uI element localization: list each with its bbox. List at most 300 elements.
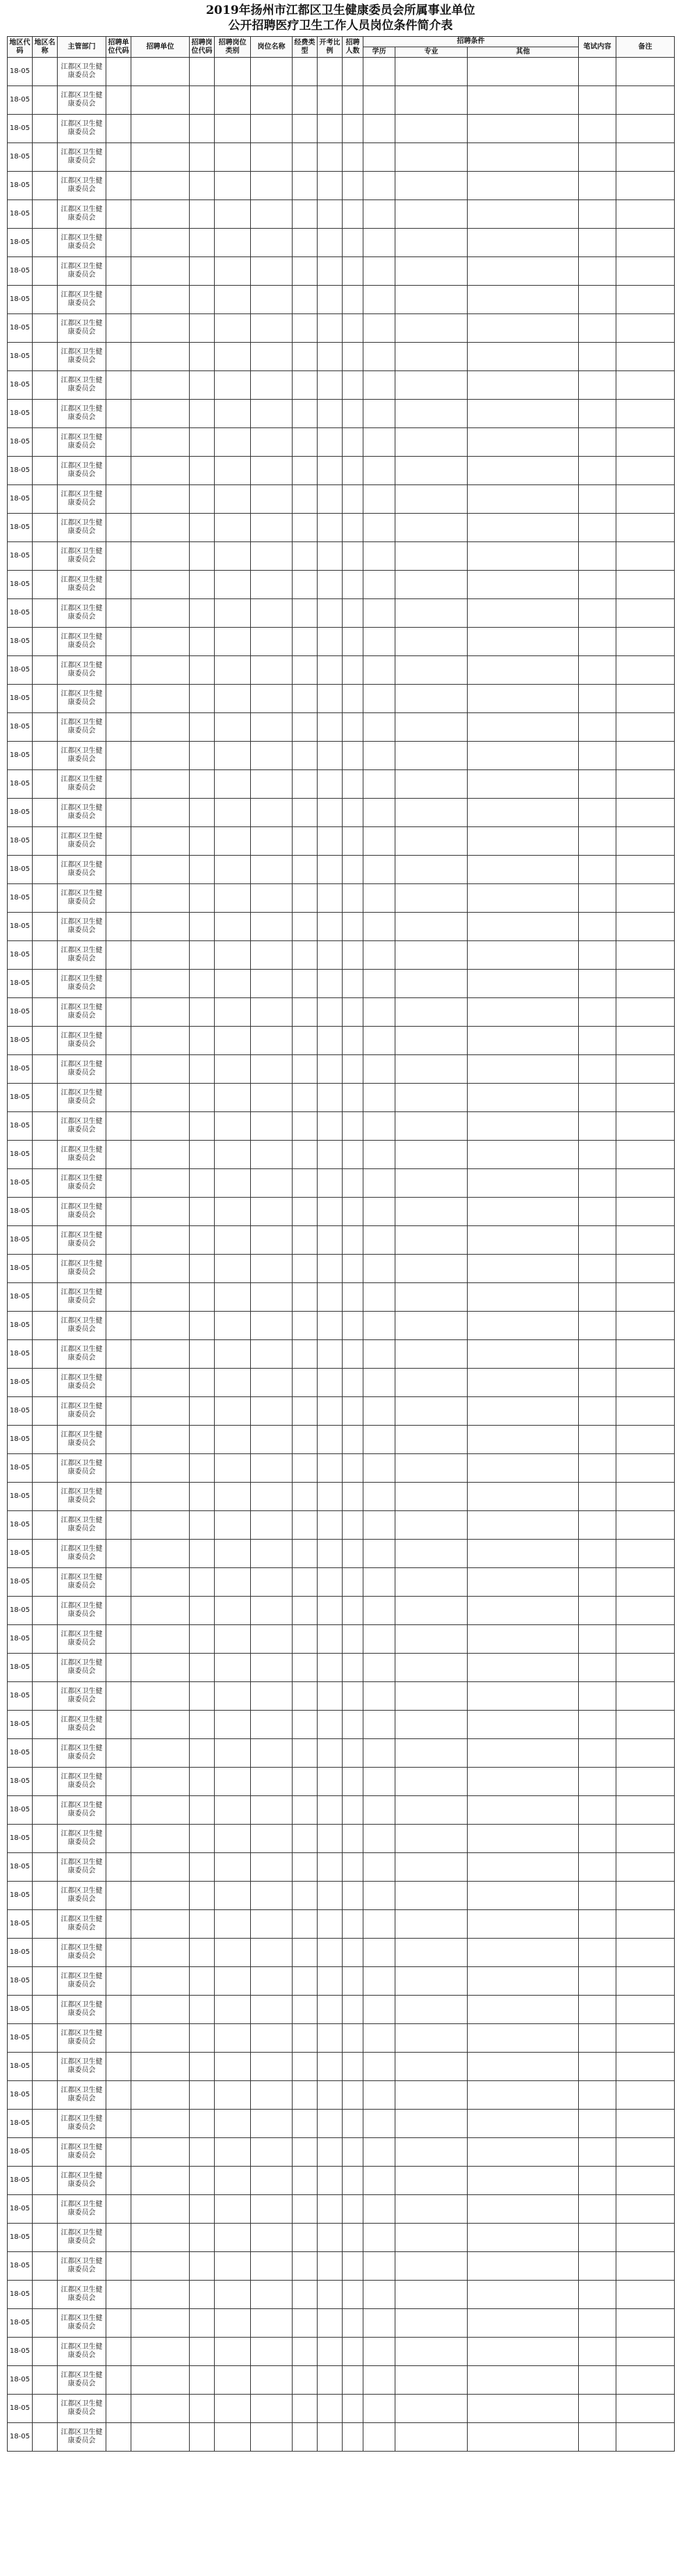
table-row [8,1454,675,1483]
cell-pos-code [190,286,215,314]
cell-major [395,2138,468,2167]
cell-exam [579,1340,616,1369]
cell-pos-name [251,1996,293,2024]
cell-other [468,1939,579,1967]
cell-exam [579,1397,616,1426]
cell-unit-code [106,2053,131,2081]
cell-other [468,286,579,314]
cell-unit-code [106,2281,131,2309]
cell-remark [616,2138,675,2167]
cell-region-name [33,1255,58,1283]
cell-ratio [318,571,343,599]
cell-unit-code [106,1796,131,1825]
cell-dept: 江都区卫生健康委员会 [58,941,106,970]
cell-count [343,1825,363,1853]
cell-remark [616,1825,675,1853]
cell-funding [293,343,318,371]
cell-remark [616,998,675,1027]
cell-unit-code [106,1939,131,1967]
cell-dept: 江都区卫生健康委员会 [58,884,106,913]
cell-region-name [33,200,58,229]
cell-count [343,457,363,485]
table-row [8,1283,675,1312]
cell-region-code: 18-05 [8,2081,33,2110]
cell-remark [616,1654,675,1682]
cell-count [343,1141,363,1169]
col-unit-code: 招聘单位代码 [106,37,131,58]
cell-ratio [318,1198,343,1226]
cell-major [395,827,468,856]
cell-edu [363,2338,395,2366]
cell-major [395,172,468,200]
cell-region-code: 18-05 [8,1939,33,1967]
table-row [8,742,675,770]
cell-count [343,799,363,827]
cell-pos-code [190,2195,215,2224]
cell-dept: 江都区卫生健康委员会 [58,1882,106,1910]
cell-other [468,884,579,913]
cell-region-name [33,314,58,343]
cell-pos-code [190,1055,215,1084]
cell-exam [579,1910,616,1939]
cell-dept: 江都区卫生健康委员会 [58,143,106,172]
cell-other [468,1597,579,1625]
cell-funding [293,1853,318,1882]
cell-pos-type [215,428,251,457]
table-row [8,1910,675,1939]
cell-pos-name [251,115,293,143]
cell-count [343,1283,363,1312]
cell-other [468,1169,579,1198]
cell-unit-code [106,115,131,143]
cell-exam [579,1739,616,1768]
cell-unit [131,1882,190,1910]
cell-dept: 江都区卫生健康委员会 [58,172,106,200]
cell-unit [131,1739,190,1768]
cell-edu [363,1540,395,1568]
cell-pos-type [215,599,251,628]
cell-dept: 江都区卫生健康委员会 [58,2110,106,2138]
cell-pos-name [251,2281,293,2309]
table-row [8,1682,675,1711]
cell-region-name [33,2252,58,2281]
cell-pos-type [215,1996,251,2024]
table-row [8,685,675,713]
cell-pos-type [215,1283,251,1312]
cell-funding [293,1027,318,1055]
cell-unit-code [106,58,131,86]
cell-count [343,1055,363,1084]
cell-region-code: 18-05 [8,2110,33,2138]
cell-ratio [318,343,343,371]
cell-remark [616,1454,675,1483]
cell-region-name [33,1027,58,1055]
table-row [8,1255,675,1283]
cell-pos-code [190,2138,215,2167]
cell-pos-name [251,1397,293,1426]
table-row [8,2281,675,2309]
cell-pos-code [190,1340,215,1369]
cell-count [343,542,363,571]
cell-ratio [318,172,343,200]
cell-major [395,1169,468,1198]
cell-other [468,314,579,343]
cell-count [343,2423,363,2452]
cell-unit-code [106,1739,131,1768]
cell-pos-code [190,428,215,457]
cell-remark [616,913,675,941]
cell-dept: 江都区卫生健康委员会 [58,2167,106,2195]
cell-edu [363,2395,395,2423]
cell-funding [293,1112,318,1141]
cell-remark [616,229,675,257]
cell-other [468,1796,579,1825]
cell-pos-name [251,2167,293,2195]
cell-major [395,998,468,1027]
cell-unit [131,1654,190,1682]
cell-unit-code [106,2138,131,2167]
cell-other [468,542,579,571]
table-row [8,2338,675,2366]
cell-pos-name [251,1255,293,1283]
cell-unit [131,1369,190,1397]
cell-pos-type [215,457,251,485]
cell-other [468,1027,579,1055]
cell-other [468,2252,579,2281]
cell-unit [131,1511,190,1540]
cell-dept: 江都区卫生健康委员会 [58,1597,106,1625]
cell-pos-type [215,713,251,742]
cell-funding [293,542,318,571]
cell-other [468,1141,579,1169]
cell-edu [363,1084,395,1112]
table-row [8,799,675,827]
cell-other [468,86,579,115]
cell-region-code: 18-05 [8,571,33,599]
cell-ratio [318,713,343,742]
cell-pos-code [190,2024,215,2053]
cell-count [343,343,363,371]
cell-other [468,1340,579,1369]
cell-pos-type [215,913,251,941]
cell-region-code: 18-05 [8,428,33,457]
cell-region-code: 18-05 [8,1853,33,1882]
cell-unit [131,1226,190,1255]
cell-dept: 江都区卫生健康委员会 [58,913,106,941]
cell-unit-code [106,86,131,115]
table-row [8,913,675,941]
cell-major [395,1568,468,1597]
col-count: 招聘人数 [343,37,363,58]
cell-major [395,1768,468,1796]
cell-region-name [33,400,58,428]
cell-major [395,1283,468,1312]
cell-unit-code [106,2395,131,2423]
cell-other [468,2224,579,2252]
cell-remark [616,1597,675,1625]
cell-edu [363,1654,395,1682]
cell-edu [363,827,395,856]
cell-other [468,1540,579,1568]
cell-edu [363,343,395,371]
cell-unit [131,371,190,400]
cell-pos-code [190,970,215,998]
table-row [8,1369,675,1397]
cell-edu [363,2053,395,2081]
cell-region-code: 18-05 [8,856,33,884]
cell-funding [293,1597,318,1625]
cell-major [395,1312,468,1340]
table-row [8,1768,675,1796]
cell-dept: 江都区卫生健康委员会 [58,2053,106,2081]
cell-exam [579,799,616,827]
cell-major [395,514,468,542]
cell-other [468,1255,579,1283]
cell-exam [579,1568,616,1597]
cell-pos-name [251,2195,293,2224]
cell-count [343,2053,363,2081]
cell-pos-code [190,1768,215,1796]
cell-dept: 江都区卫生健康委员会 [58,1397,106,1426]
cell-count [343,1426,363,1454]
cell-pos-name [251,2366,293,2395]
table-row [8,1112,675,1141]
cell-ratio [318,1739,343,1768]
cell-pos-code [190,770,215,799]
cell-pos-type [215,1825,251,1853]
cell-exam [579,485,616,514]
cell-dept: 江都区卫生健康委员会 [58,1283,106,1312]
cell-pos-code [190,571,215,599]
cell-dept: 江都区卫生健康委员会 [58,58,106,86]
cell-other [468,799,579,827]
cell-unit [131,1568,190,1597]
cell-remark [616,1255,675,1283]
cell-ratio [318,457,343,485]
cell-pos-code [190,2081,215,2110]
cell-funding [293,770,318,799]
cell-pos-type [215,1739,251,1768]
cell-pos-name [251,998,293,1027]
cell-unit-code [106,1597,131,1625]
cell-exam [579,400,616,428]
table-row [8,485,675,514]
cell-pos-name [251,371,293,400]
cell-unit [131,1141,190,1169]
cell-region-code: 18-05 [8,1169,33,1198]
cell-other [468,2338,579,2366]
cell-pos-code [190,799,215,827]
cell-exam [579,200,616,229]
cell-other [468,1625,579,1654]
cell-funding [293,1540,318,1568]
cell-pos-type [215,1682,251,1711]
cell-region-name [33,371,58,400]
cell-other [468,200,579,229]
cell-edu [363,1027,395,1055]
cell-region-code: 18-05 [8,457,33,485]
cell-remark [616,1882,675,1910]
cell-other [468,856,579,884]
cell-exam [579,2366,616,2395]
cell-remark [616,286,675,314]
cell-pos-type [215,571,251,599]
cell-pos-code [190,1739,215,1768]
cell-pos-name [251,2395,293,2423]
cell-unit-code [106,856,131,884]
cell-remark [616,200,675,229]
cell-exam [579,2167,616,2195]
table-row [8,998,675,1027]
cell-unit-code [106,1141,131,1169]
cell-ratio [318,2195,343,2224]
cell-funding [293,1169,318,1198]
cell-unit [131,1625,190,1654]
cell-unit [131,1055,190,1084]
cell-region-code: 18-05 [8,1426,33,1454]
cell-major [395,1796,468,1825]
cell-remark [616,2024,675,2053]
cell-unit-code [106,1255,131,1283]
cell-other [468,2024,579,2053]
cell-funding [293,143,318,172]
cell-ratio [318,827,343,856]
cell-remark [616,1397,675,1426]
cell-edu [363,1226,395,1255]
cell-pos-type [215,1511,251,1540]
cell-region-name [33,1312,58,1340]
cell-other [468,2167,579,2195]
cell-region-code: 18-05 [8,1597,33,1625]
cell-funding [293,827,318,856]
table-row [8,1312,675,1340]
cell-exam [579,656,616,685]
cell-other [468,2366,579,2395]
cell-unit [131,400,190,428]
cell-unit [131,115,190,143]
cell-dept: 江都区卫生健康委员会 [58,257,106,286]
cell-region-name [33,1910,58,1939]
cell-edu [363,856,395,884]
cell-ratio [318,1283,343,1312]
cell-remark [616,2252,675,2281]
cell-pos-type [215,86,251,115]
cell-ratio [318,2423,343,2452]
cell-dept: 江都区卫生健康委员会 [58,314,106,343]
table-row [8,2053,675,2081]
table-row [8,628,675,656]
cell-unit [131,457,190,485]
cell-ratio [318,770,343,799]
col-conditions: 招聘条件 [363,37,579,47]
cell-pos-code [190,1226,215,1255]
cell-remark [616,1796,675,1825]
cell-region-code: 18-05 [8,884,33,913]
cell-ratio [318,884,343,913]
cell-pos-name [251,1711,293,1739]
cell-funding [293,1796,318,1825]
cell-funding [293,314,318,343]
cell-edu [363,400,395,428]
table-row [8,1340,675,1369]
cell-edu [363,1625,395,1654]
cell-exam [579,770,616,799]
cell-pos-type [215,1084,251,1112]
cell-pos-code [190,229,215,257]
cell-edu [363,257,395,286]
cell-major [395,2281,468,2309]
cell-ratio [318,685,343,713]
cell-count [343,2024,363,2053]
cell-pos-code [190,1597,215,1625]
cell-other [468,2081,579,2110]
cell-region-code: 18-05 [8,742,33,770]
cell-dept: 江都区卫生健康委员会 [58,542,106,571]
cell-major [395,1910,468,1939]
cell-pos-code [190,1312,215,1340]
cell-pos-type [215,58,251,86]
cell-pos-code [190,1255,215,1283]
cell-unit-code [106,1397,131,1426]
cell-unit [131,2224,190,2252]
cell-count [343,1996,363,2024]
cell-pos-code [190,86,215,115]
cell-edu [363,1768,395,1796]
cell-dept: 江都区卫生健康委员会 [58,628,106,656]
cell-ratio [318,1255,343,1283]
cell-pos-name [251,2224,293,2252]
table-row [8,2309,675,2338]
cell-remark [616,827,675,856]
cell-remark [616,656,675,685]
cell-major [395,856,468,884]
cell-dept: 江都区卫生健康委员会 [58,2309,106,2338]
cell-region-name [33,143,58,172]
cell-remark [616,1910,675,1939]
cell-remark [616,1084,675,1112]
cell-funding [293,685,318,713]
cell-dept: 江都区卫生健康委员会 [58,2024,106,2053]
cell-funding [293,1654,318,1682]
cell-count [343,485,363,514]
cell-dept: 江都区卫生健康委员会 [58,2138,106,2167]
cell-region-name [33,2224,58,2252]
cell-pos-name [251,713,293,742]
cell-pos-code [190,1454,215,1483]
cell-count [343,1483,363,1511]
cell-unit-code [106,2366,131,2395]
cell-pos-name [251,343,293,371]
cell-region-name [33,742,58,770]
cell-count [343,1654,363,1682]
cell-pos-code [190,115,215,143]
cell-region-name [33,457,58,485]
cell-other [468,400,579,428]
cell-count [343,1768,363,1796]
table-row [8,2423,675,2452]
table-row [8,1625,675,1654]
cell-exam [579,884,616,913]
cell-region-code: 18-05 [8,1967,33,1996]
table-row [8,428,675,457]
cell-remark [616,428,675,457]
cell-unit-code [106,542,131,571]
cell-ratio [318,542,343,571]
cell-exam [579,2138,616,2167]
cell-funding [293,58,318,86]
cell-dept: 江都区卫生健康委员会 [58,2252,106,2281]
cell-ratio [318,1939,343,1967]
